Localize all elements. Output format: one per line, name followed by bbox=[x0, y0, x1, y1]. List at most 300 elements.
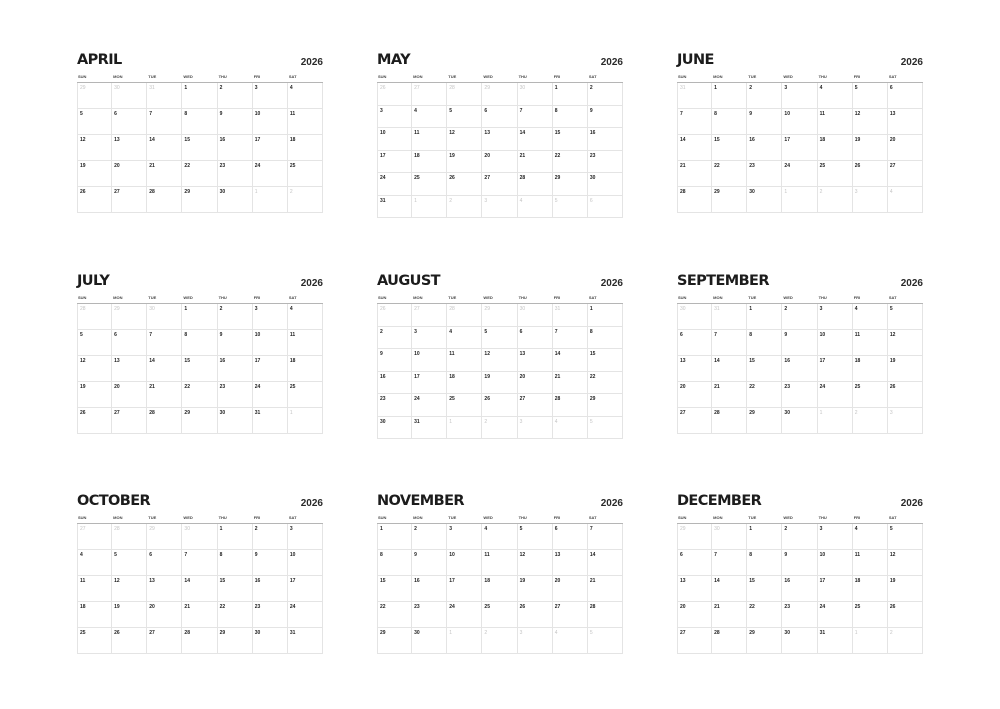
adjacent-month-day-cell: 30 bbox=[712, 524, 747, 550]
adjacent-month-day-cell: 2 bbox=[482, 628, 517, 654]
day-cell: 2 bbox=[747, 83, 782, 109]
day-cell: 12 bbox=[482, 349, 517, 372]
day-cell: 17 bbox=[412, 372, 447, 395]
day-cell: 25 bbox=[482, 602, 517, 628]
day-cell: 6 bbox=[518, 327, 553, 350]
day-cell: 24 bbox=[412, 394, 447, 417]
day-cell: 18 bbox=[77, 602, 112, 628]
day-cell: 18 bbox=[818, 135, 853, 161]
month-year: 2026 bbox=[900, 57, 923, 68]
day-cell: 1 bbox=[712, 83, 747, 109]
day-cell: 17 bbox=[288, 576, 323, 602]
day-cell: 22 bbox=[182, 382, 217, 408]
day-cell: 11 bbox=[447, 349, 482, 372]
day-cell: 19 bbox=[853, 135, 888, 161]
day-cell: 20 bbox=[677, 382, 712, 408]
weekday-header bbox=[677, 515, 923, 524]
day-cell: 16 bbox=[588, 128, 623, 151]
adjacent-month-day-cell: 1 bbox=[447, 628, 482, 654]
day-cell: 25 bbox=[853, 382, 888, 408]
weekday-label: TUE bbox=[448, 74, 457, 79]
adjacent-month-day-cell: 26 bbox=[377, 83, 412, 106]
day-cell: 5 bbox=[77, 330, 112, 356]
day-cell: 20 bbox=[518, 372, 553, 395]
weekday-label: WED bbox=[483, 515, 493, 520]
day-cell: 8 bbox=[218, 550, 253, 576]
month-name: MAY bbox=[377, 52, 410, 68]
day-cell: 22 bbox=[588, 372, 623, 395]
adjacent-month-day-cell: 3 bbox=[482, 196, 517, 219]
adjacent-month-day-cell: 2 bbox=[888, 628, 923, 654]
weekday-label: THU bbox=[518, 295, 527, 300]
day-cell: 20 bbox=[677, 602, 712, 628]
adjacent-month-day-cell: 31 bbox=[712, 304, 747, 330]
day-grid bbox=[377, 83, 623, 218]
day-cell: 20 bbox=[888, 135, 923, 161]
adjacent-month-day-cell: 28 bbox=[77, 304, 112, 330]
weekday-label: WED bbox=[183, 295, 193, 300]
day-cell: 9 bbox=[747, 109, 782, 135]
month-header bbox=[377, 493, 623, 515]
day-cell: 29 bbox=[747, 628, 782, 654]
day-cell: 10 bbox=[253, 330, 288, 356]
adjacent-month-day-cell: 1 bbox=[447, 417, 482, 440]
month-july bbox=[77, 273, 323, 434]
weekday-label: SUN bbox=[678, 295, 687, 300]
adjacent-month-day-cell: 28 bbox=[447, 304, 482, 327]
day-cell: 5 bbox=[112, 550, 147, 576]
day-cell: 27 bbox=[112, 187, 147, 213]
day-cell: 9 bbox=[782, 330, 817, 356]
adjacent-month-day-cell: 1 bbox=[853, 628, 888, 654]
day-cell: 21 bbox=[147, 161, 182, 187]
day-cell: 1 bbox=[553, 83, 588, 106]
day-cell: 31 bbox=[253, 408, 288, 434]
weekday-label: SAT bbox=[588, 74, 597, 79]
day-cell: 18 bbox=[482, 576, 517, 602]
day-cell: 18 bbox=[447, 372, 482, 395]
day-cell: 6 bbox=[677, 330, 712, 356]
day-cell: 23 bbox=[377, 394, 412, 417]
day-cell: 3 bbox=[253, 304, 288, 330]
day-cell: 3 bbox=[253, 83, 288, 109]
day-cell: 8 bbox=[553, 106, 588, 129]
day-cell: 14 bbox=[677, 135, 712, 161]
weekday-label: SAT bbox=[288, 295, 297, 300]
day-cell: 30 bbox=[218, 187, 253, 213]
day-cell: 3 bbox=[818, 304, 853, 330]
month-year: 2026 bbox=[300, 278, 323, 289]
day-cell: 11 bbox=[482, 550, 517, 576]
weekday-label: TUE bbox=[148, 295, 157, 300]
day-cell: 19 bbox=[888, 356, 923, 382]
day-cell: 29 bbox=[182, 408, 217, 434]
weekday-header bbox=[77, 295, 323, 304]
day-cell: 4 bbox=[853, 304, 888, 330]
adjacent-month-day-cell: 30 bbox=[677, 304, 712, 330]
weekday-label: FRI bbox=[253, 515, 261, 520]
day-cell: 14 bbox=[712, 356, 747, 382]
adjacent-month-day-cell: 31 bbox=[677, 83, 712, 109]
day-cell: 22 bbox=[747, 602, 782, 628]
day-cell: 9 bbox=[412, 550, 447, 576]
day-cell: 4 bbox=[288, 83, 323, 109]
day-cell: 24 bbox=[288, 602, 323, 628]
day-cell: 2 bbox=[588, 83, 623, 106]
weekday-label: MON bbox=[413, 74, 423, 79]
weekday-label: FRI bbox=[253, 295, 261, 300]
day-cell: 11 bbox=[288, 109, 323, 135]
month-name: JUNE bbox=[677, 52, 714, 68]
day-cell: 13 bbox=[112, 135, 147, 161]
day-cell: 17 bbox=[818, 356, 853, 382]
day-cell: 2 bbox=[412, 524, 447, 550]
adjacent-month-day-cell: 30 bbox=[147, 304, 182, 330]
adjacent-month-day-cell: 29 bbox=[677, 524, 712, 550]
day-cell: 16 bbox=[782, 356, 817, 382]
day-cell: 12 bbox=[77, 135, 112, 161]
weekday-label: WED bbox=[783, 74, 793, 79]
adjacent-month-day-cell: 2 bbox=[853, 408, 888, 434]
day-cell: 24 bbox=[253, 161, 288, 187]
adjacent-month-day-cell: 28 bbox=[447, 83, 482, 106]
day-cell: 29 bbox=[182, 187, 217, 213]
day-cell: 22 bbox=[747, 382, 782, 408]
weekday-label: THU bbox=[518, 515, 527, 520]
day-cell: 21 bbox=[712, 602, 747, 628]
day-cell: 27 bbox=[482, 173, 517, 196]
day-cell: 18 bbox=[853, 576, 888, 602]
day-cell: 6 bbox=[112, 330, 147, 356]
month-year: 2026 bbox=[900, 278, 923, 289]
day-cell: 14 bbox=[182, 576, 217, 602]
adjacent-month-day-cell: 1 bbox=[818, 408, 853, 434]
day-cell: 5 bbox=[888, 524, 923, 550]
day-cell: 12 bbox=[888, 550, 923, 576]
day-cell: 9 bbox=[218, 330, 253, 356]
adjacent-month-day-cell: 1 bbox=[412, 196, 447, 219]
weekday-label: MON bbox=[713, 74, 723, 79]
day-cell: 16 bbox=[218, 356, 253, 382]
day-cell: 1 bbox=[377, 524, 412, 550]
day-cell: 16 bbox=[747, 135, 782, 161]
adjacent-month-day-cell: 27 bbox=[77, 524, 112, 550]
month-header bbox=[77, 52, 323, 74]
day-cell: 30 bbox=[412, 628, 447, 654]
adjacent-month-day-cell: 5 bbox=[588, 417, 623, 440]
day-cell: 27 bbox=[112, 408, 147, 434]
adjacent-month-day-cell: 30 bbox=[518, 304, 553, 327]
day-cell: 9 bbox=[218, 109, 253, 135]
day-cell: 19 bbox=[888, 576, 923, 602]
day-cell: 13 bbox=[553, 550, 588, 576]
day-cell: 27 bbox=[888, 161, 923, 187]
day-cell: 5 bbox=[518, 524, 553, 550]
day-cell: 18 bbox=[288, 135, 323, 161]
day-cell: 29 bbox=[588, 394, 623, 417]
day-cell: 28 bbox=[553, 394, 588, 417]
day-cell: 23 bbox=[218, 161, 253, 187]
day-cell: 10 bbox=[818, 550, 853, 576]
day-cell: 30 bbox=[377, 417, 412, 440]
day-cell: 22 bbox=[553, 151, 588, 174]
day-cell: 5 bbox=[77, 109, 112, 135]
day-cell: 30 bbox=[253, 628, 288, 654]
day-cell: 10 bbox=[288, 550, 323, 576]
day-cell: 11 bbox=[412, 128, 447, 151]
day-cell: 13 bbox=[677, 576, 712, 602]
weekday-label: THU bbox=[218, 515, 227, 520]
day-cell: 20 bbox=[482, 151, 517, 174]
day-cell: 15 bbox=[712, 135, 747, 161]
day-cell: 12 bbox=[888, 330, 923, 356]
month-name: DECEMBER bbox=[677, 493, 762, 509]
day-cell: 23 bbox=[412, 602, 447, 628]
month-august bbox=[377, 273, 623, 439]
weekday-label: TUE bbox=[448, 295, 457, 300]
adjacent-month-day-cell: 3 bbox=[888, 408, 923, 434]
month-name: SEPTEMBER bbox=[677, 273, 769, 289]
month-header bbox=[77, 493, 323, 515]
adjacent-month-day-cell: 5 bbox=[588, 628, 623, 654]
adjacent-month-day-cell: 3 bbox=[518, 417, 553, 440]
day-cell: 26 bbox=[77, 408, 112, 434]
day-cell: 19 bbox=[77, 382, 112, 408]
day-grid bbox=[677, 524, 923, 654]
month-october bbox=[77, 493, 323, 654]
day-cell: 8 bbox=[588, 327, 623, 350]
day-cell: 23 bbox=[218, 382, 253, 408]
day-cell: 3 bbox=[447, 524, 482, 550]
day-cell: 27 bbox=[553, 602, 588, 628]
adjacent-month-day-cell: 29 bbox=[77, 83, 112, 109]
weekday-label: TUE bbox=[148, 515, 157, 520]
weekday-label: SUN bbox=[78, 74, 87, 79]
day-cell: 17 bbox=[377, 151, 412, 174]
day-grid bbox=[377, 304, 623, 439]
adjacent-month-day-cell: 1 bbox=[253, 187, 288, 213]
weekday-label: THU bbox=[218, 295, 227, 300]
day-cell: 6 bbox=[147, 550, 182, 576]
day-cell: 27 bbox=[518, 394, 553, 417]
day-cell: 13 bbox=[482, 128, 517, 151]
day-cell: 24 bbox=[818, 602, 853, 628]
weekday-label: SAT bbox=[288, 515, 297, 520]
weekday-label: SAT bbox=[588, 515, 597, 520]
day-cell: 31 bbox=[818, 628, 853, 654]
day-cell: 27 bbox=[677, 408, 712, 434]
day-cell: 7 bbox=[182, 550, 217, 576]
day-cell: 24 bbox=[253, 382, 288, 408]
day-cell: 2 bbox=[782, 524, 817, 550]
day-cell: 24 bbox=[782, 161, 817, 187]
weekday-label: FRI bbox=[553, 295, 561, 300]
weekday-label: MON bbox=[713, 515, 723, 520]
day-cell: 2 bbox=[218, 83, 253, 109]
day-cell: 15 bbox=[182, 356, 217, 382]
day-cell: 16 bbox=[377, 372, 412, 395]
adjacent-month-day-cell: 31 bbox=[553, 304, 588, 327]
day-cell: 29 bbox=[377, 628, 412, 654]
day-cell: 13 bbox=[112, 356, 147, 382]
day-cell: 14 bbox=[712, 576, 747, 602]
day-cell: 25 bbox=[447, 394, 482, 417]
day-cell: 9 bbox=[588, 106, 623, 129]
day-cell: 21 bbox=[677, 161, 712, 187]
day-cell: 14 bbox=[147, 135, 182, 161]
adjacent-month-day-cell: 4 bbox=[553, 628, 588, 654]
day-cell: 9 bbox=[377, 349, 412, 372]
month-name: NOVEMBER bbox=[377, 493, 464, 509]
day-grid bbox=[677, 83, 923, 213]
day-cell: 30 bbox=[747, 187, 782, 213]
day-cell: 12 bbox=[112, 576, 147, 602]
day-cell: 21 bbox=[147, 382, 182, 408]
day-cell: 1 bbox=[747, 524, 782, 550]
day-cell: 17 bbox=[782, 135, 817, 161]
day-cell: 10 bbox=[377, 128, 412, 151]
day-cell: 6 bbox=[553, 524, 588, 550]
weekday-label: SAT bbox=[288, 74, 297, 79]
day-cell: 30 bbox=[588, 173, 623, 196]
day-cell: 6 bbox=[482, 106, 517, 129]
day-cell: 28 bbox=[518, 173, 553, 196]
month-header bbox=[77, 273, 323, 295]
month-header bbox=[377, 273, 623, 295]
day-cell: 25 bbox=[77, 628, 112, 654]
month-november bbox=[377, 493, 623, 654]
adjacent-month-day-cell: 4 bbox=[518, 196, 553, 219]
day-cell: 19 bbox=[447, 151, 482, 174]
weekday-header bbox=[77, 515, 323, 524]
day-cell: 2 bbox=[218, 304, 253, 330]
weekday-label: MON bbox=[113, 295, 123, 300]
day-cell: 17 bbox=[253, 135, 288, 161]
day-cell: 15 bbox=[553, 128, 588, 151]
weekday-label: TUE bbox=[748, 295, 757, 300]
day-cell: 5 bbox=[482, 327, 517, 350]
weekday-label: SUN bbox=[678, 515, 687, 520]
day-cell: 19 bbox=[77, 161, 112, 187]
weekday-label: SAT bbox=[888, 74, 897, 79]
day-cell: 16 bbox=[782, 576, 817, 602]
weekday-label: FRI bbox=[253, 74, 261, 79]
day-grid bbox=[77, 304, 323, 434]
day-cell: 29 bbox=[747, 408, 782, 434]
weekday-label: SUN bbox=[78, 515, 87, 520]
day-cell: 27 bbox=[147, 628, 182, 654]
weekday-label: FRI bbox=[853, 74, 861, 79]
month-december bbox=[677, 493, 923, 654]
day-cell: 4 bbox=[412, 106, 447, 129]
day-cell: 25 bbox=[288, 382, 323, 408]
day-cell: 28 bbox=[147, 408, 182, 434]
adjacent-month-day-cell: 2 bbox=[447, 196, 482, 219]
day-cell: 22 bbox=[712, 161, 747, 187]
day-cell: 28 bbox=[677, 187, 712, 213]
adjacent-month-day-cell: 3 bbox=[853, 187, 888, 213]
adjacent-month-day-cell: 29 bbox=[147, 524, 182, 550]
day-cell: 26 bbox=[888, 382, 923, 408]
day-cell: 11 bbox=[853, 550, 888, 576]
weekday-label: SUN bbox=[78, 295, 87, 300]
weekday-label: THU bbox=[818, 515, 827, 520]
month-year: 2026 bbox=[300, 57, 323, 68]
day-cell: 15 bbox=[747, 356, 782, 382]
adjacent-month-day-cell: 2 bbox=[288, 187, 323, 213]
month-year: 2026 bbox=[600, 498, 623, 509]
month-june bbox=[677, 52, 923, 213]
adjacent-month-day-cell: 5 bbox=[553, 196, 588, 219]
weekday-label: WED bbox=[183, 515, 193, 520]
day-cell: 23 bbox=[782, 382, 817, 408]
weekday-header bbox=[377, 74, 623, 83]
day-cell: 20 bbox=[147, 602, 182, 628]
day-cell: 9 bbox=[253, 550, 288, 576]
day-cell: 26 bbox=[888, 602, 923, 628]
weekday-header bbox=[377, 515, 623, 524]
day-cell: 7 bbox=[677, 109, 712, 135]
day-cell: 2 bbox=[253, 524, 288, 550]
day-cell: 26 bbox=[482, 394, 517, 417]
day-cell: 7 bbox=[518, 106, 553, 129]
adjacent-month-day-cell: 4 bbox=[888, 187, 923, 213]
weekday-label: TUE bbox=[148, 74, 157, 79]
day-cell: 9 bbox=[782, 550, 817, 576]
month-year: 2026 bbox=[600, 278, 623, 289]
day-grid bbox=[77, 524, 323, 654]
weekday-label: FRI bbox=[553, 74, 561, 79]
day-cell: 8 bbox=[712, 109, 747, 135]
day-cell: 3 bbox=[377, 106, 412, 129]
weekday-label: THU bbox=[818, 74, 827, 79]
weekday-label: SUN bbox=[378, 515, 387, 520]
weekday-label: FRI bbox=[853, 515, 861, 520]
day-cell: 20 bbox=[112, 161, 147, 187]
day-cell: 4 bbox=[853, 524, 888, 550]
day-cell: 16 bbox=[218, 135, 253, 161]
day-cell: 21 bbox=[182, 602, 217, 628]
day-cell: 26 bbox=[112, 628, 147, 654]
month-name: APRIL bbox=[77, 52, 122, 68]
weekday-label: TUE bbox=[448, 515, 457, 520]
day-cell: 22 bbox=[377, 602, 412, 628]
day-cell: 23 bbox=[747, 161, 782, 187]
day-cell: 16 bbox=[412, 576, 447, 602]
adjacent-month-day-cell: 30 bbox=[182, 524, 217, 550]
weekday-label: THU bbox=[818, 295, 827, 300]
day-cell: 26 bbox=[853, 161, 888, 187]
adjacent-month-day-cell: 3 bbox=[518, 628, 553, 654]
day-cell: 25 bbox=[853, 602, 888, 628]
weekday-label: MON bbox=[413, 515, 423, 520]
day-cell: 15 bbox=[377, 576, 412, 602]
day-cell: 8 bbox=[377, 550, 412, 576]
day-cell: 16 bbox=[253, 576, 288, 602]
month-year: 2026 bbox=[900, 498, 923, 509]
month-header bbox=[677, 52, 923, 74]
day-cell: 23 bbox=[253, 602, 288, 628]
adjacent-month-day-cell: 26 bbox=[377, 304, 412, 327]
day-cell: 2 bbox=[377, 327, 412, 350]
adjacent-month-day-cell: 1 bbox=[288, 408, 323, 434]
adjacent-month-day-cell: 31 bbox=[147, 83, 182, 109]
day-cell: 1 bbox=[588, 304, 623, 327]
day-cell: 3 bbox=[288, 524, 323, 550]
day-cell: 22 bbox=[218, 602, 253, 628]
day-cell: 28 bbox=[182, 628, 217, 654]
day-cell: 1 bbox=[218, 524, 253, 550]
